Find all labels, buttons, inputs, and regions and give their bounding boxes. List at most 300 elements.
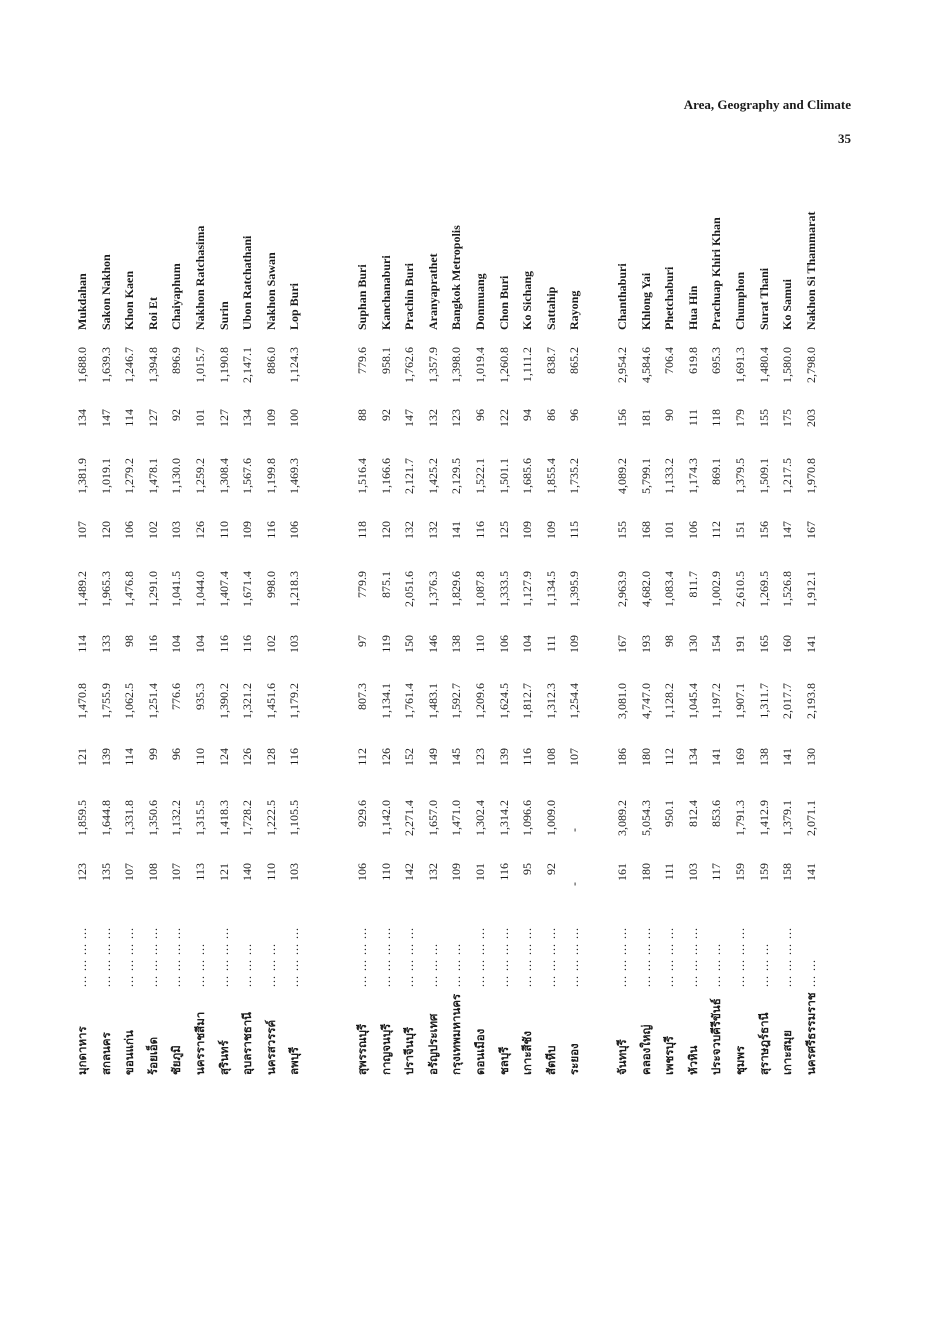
dot-leader: ... ... ... ... (75, 927, 89, 987)
table-value: 147 (98, 409, 113, 427)
table-value: 95 (520, 863, 535, 875)
table-value: 1,470.8 (75, 683, 89, 719)
table-value: 929.6 (355, 800, 369, 827)
table-value: 2,610.5 (733, 571, 747, 607)
table-value: 1,390.2 (216, 683, 231, 719)
table-value: 776.6 (169, 683, 184, 710)
table-value: 2,193.8 (803, 683, 818, 719)
table-value: 1,376.3 (425, 571, 440, 607)
english-station-name: Roi Et (145, 297, 160, 330)
table-value: 1,688.0 (75, 347, 89, 383)
dot-leader: ... ... ... (263, 943, 278, 987)
english-station-name: Surin (216, 301, 231, 330)
table-value: 130 (685, 635, 700, 653)
thai-station-name: สุรินทร์ (216, 1040, 231, 1075)
table-value: 838.7 (543, 347, 558, 374)
table-value: 109 (520, 521, 535, 539)
thai-station-name: สกลนคร (98, 1032, 113, 1075)
table-value: 2,121.7 (402, 458, 417, 494)
english-station-name: Ubon Ratchathani (240, 235, 255, 330)
table-value: 1,105.5 (287, 800, 302, 836)
dot-leader: ... ... ... ... (638, 927, 653, 987)
english-station-name: Hua Hin (685, 285, 700, 330)
dot-leader: ... ... ... ... (662, 927, 677, 987)
table-value: 1,644.8 (98, 800, 113, 836)
table-value: 90 (662, 409, 677, 421)
table-value: 1,379.5 (733, 458, 747, 494)
table-value: - (567, 882, 582, 886)
table-value: 101 (662, 521, 677, 539)
dot-leader: ... ... ... (709, 943, 724, 987)
dot-leader: ... ... ... ... (685, 927, 700, 987)
english-station-name: Nakhon Si Thammarat (803, 211, 818, 330)
table-value: 107 (122, 863, 137, 881)
table-value: 1,199.8 (263, 458, 278, 494)
table-value: 99 (145, 748, 160, 760)
table-value: 1,501.1 (496, 458, 511, 494)
table-value: 1,179.2 (287, 683, 302, 719)
table-value: 112 (355, 748, 369, 766)
table-value: 1,002.9 (709, 571, 724, 607)
table-value: 181 (638, 409, 653, 427)
english-station-name: Mukdahan (75, 273, 89, 330)
value-column-5 (75, 635, 865, 677)
table-value: 1,015.7 (193, 347, 207, 383)
table-value: 811.7 (685, 571, 700, 598)
table-value: 1,246.7 (122, 347, 137, 383)
table-value: 139 (98, 748, 113, 766)
table-value: 1,592.7 (449, 683, 464, 719)
table-value: 141 (449, 521, 464, 539)
table-value: 1,041.5 (169, 571, 184, 607)
dot-leader: ... ... (803, 959, 818, 987)
thai-station-name: ชุมพร (733, 1045, 747, 1075)
table-value: 695.3 (709, 347, 724, 374)
dot-leader: ... ... ... ... (145, 927, 160, 987)
table-value: 116 (240, 635, 255, 653)
table-value: 1,128.2 (662, 683, 677, 719)
thai-station-name: ร้อยเอ็ด (145, 1036, 160, 1075)
table-value: 127 (216, 409, 231, 427)
table-value: 102 (145, 521, 160, 539)
table-value: 98 (662, 635, 677, 647)
table-value: 1,133.2 (662, 458, 677, 494)
table-value: 1,567.6 (240, 458, 255, 494)
table-value: 1,291.0 (145, 571, 160, 607)
table-value: 104 (193, 635, 207, 653)
table-value: 5,054.3 (638, 800, 653, 836)
dot-leader: ... ... ... ... (402, 927, 417, 987)
table-value: 1,381.9 (75, 458, 89, 494)
running-header: Area, Geography and Climate (683, 97, 851, 112)
table-value: 125 (496, 521, 511, 539)
table-value: 1,685.6 (520, 458, 535, 494)
table-value: 1,331.8 (122, 800, 137, 836)
table-value: 127 (145, 409, 160, 427)
table-value: 118 (709, 409, 724, 427)
english-station-name: Kanchanaburi (378, 255, 393, 330)
english-station-name: Sakon Nakhon (98, 254, 113, 330)
dot-leader: ... ... ... ... (287, 927, 302, 987)
table-value: 1,190.8 (216, 347, 231, 383)
table-value: 779.9 (355, 571, 369, 598)
english-station-name: Khon Kaen (122, 270, 137, 330)
table-value: 114 (122, 409, 137, 427)
table-value: 886.0 (263, 347, 278, 374)
dot-leader: ... ... ... ... (169, 927, 184, 987)
thai-station-name: อรัญประเทศ (425, 1013, 440, 1075)
thai-station-name: ระยอง (567, 1043, 582, 1075)
table-value: 896.9 (169, 347, 184, 374)
table-value: 104 (169, 635, 184, 653)
table-value: 110 (263, 863, 278, 881)
table-value: 958.1 (378, 347, 393, 374)
table-value: 1,970.8 (803, 458, 818, 494)
english-station-name: Rayong (567, 290, 582, 330)
table-value: 103 (169, 521, 184, 539)
dot-leader: ... ... ... ... (496, 927, 511, 987)
table-value: 156 (615, 409, 629, 427)
table-value: 1,222.5 (263, 800, 278, 836)
table-value: 110 (473, 635, 487, 653)
table-value: 1,087.8 (473, 571, 487, 607)
table-value: 88 (355, 409, 369, 421)
table-value: 203 (803, 409, 818, 427)
table-value: 1,130.0 (169, 458, 184, 494)
table-value: 1,657.0 (425, 800, 440, 836)
thai-station-name: เพชรบุรี (662, 1036, 677, 1075)
english-name-column (75, 120, 865, 330)
table-value: 1,469.3 (287, 458, 302, 494)
table-value: 147 (780, 521, 795, 539)
table-value: 2,271.4 (402, 800, 417, 836)
table-value: 2,129.5 (449, 458, 464, 494)
table-value: 110 (378, 863, 393, 881)
table-value: 123 (75, 863, 89, 881)
table-value: 111 (685, 409, 700, 427)
table-value: 134 (75, 409, 89, 427)
table-value: 116 (145, 635, 160, 653)
value-column-10 (75, 347, 865, 407)
thai-name-column (75, 900, 865, 1075)
table-value: 1,522.1 (473, 458, 487, 494)
thai-station-name: ดอนเมือง (473, 1028, 487, 1075)
english-station-name: Khlong Yai (638, 272, 653, 330)
table-value: 142 (402, 863, 417, 881)
table-value: 179 (733, 409, 747, 427)
table-value: 2,954.2 (615, 347, 629, 383)
table-value: 109 (543, 521, 558, 539)
table-value: 4,747.0 (638, 683, 653, 719)
english-station-name: Surat Thani (756, 267, 771, 330)
table-value: 134 (685, 748, 700, 766)
table-value: 2,963.9 (615, 571, 629, 607)
dot-leader: ... ... ... ... (473, 927, 487, 987)
table-value: 101 (473, 863, 487, 881)
table-value: 853.6 (709, 800, 724, 827)
dot-leader: ... ... ... ... (378, 927, 393, 987)
english-station-name: Chon Buri (496, 275, 511, 330)
table-value: 779.6 (355, 347, 369, 374)
table-value: 1,407.4 (216, 571, 231, 607)
table-value: 123 (449, 409, 464, 427)
table-value: 3,089.2 (615, 800, 629, 836)
table-value: 139 (496, 748, 511, 766)
table-value: 1,019.4 (473, 347, 487, 383)
table-value: 1,526.8 (780, 571, 795, 607)
table-value: 128 (263, 748, 278, 766)
table-value: 1,762.6 (402, 347, 417, 383)
english-station-name: Chanthaburi (615, 263, 629, 330)
table-value: 130 (803, 748, 818, 766)
table-value: 113 (193, 863, 207, 881)
value-column-2 (75, 800, 865, 860)
table-value: 1,134.1 (378, 683, 393, 719)
dot-leader: ... ... ... ... (98, 927, 113, 987)
thai-station-name: สุพรรณบุรี (355, 1023, 369, 1075)
table-value: 133 (98, 635, 113, 653)
table-value: 1,312.3 (543, 683, 558, 719)
table-value: 1,755.9 (98, 683, 113, 719)
table-value: 1,761.4 (402, 683, 417, 719)
table-value: 107 (169, 863, 184, 881)
table-value: 1,412.9 (756, 800, 771, 836)
table-value: 132 (402, 521, 417, 539)
english-station-name: Nakhon Sawan (263, 252, 278, 330)
table-value: 141 (803, 635, 818, 653)
table-value: 141 (803, 863, 818, 881)
table-value: 1,315.5 (193, 800, 207, 836)
table-value: 1,859.5 (75, 800, 89, 836)
table-value: 123 (473, 748, 487, 766)
table-value: 161 (615, 863, 629, 881)
dot-leader: ... ... ... ... (543, 927, 558, 987)
table-value: 1,124.3 (287, 347, 302, 383)
table-value: 98 (122, 635, 137, 647)
table-value: 1,019.1 (98, 458, 113, 494)
table-value: 1,671.4 (240, 571, 255, 607)
value-column-8 (75, 458, 865, 520)
dot-leader: ... ... ... ... (733, 927, 747, 987)
table-value: 1,260.8 (496, 347, 511, 383)
dot-leader: ... ... ... (449, 943, 464, 987)
dot-leader: ... ... ... ... (216, 927, 231, 987)
table-value: 155 (756, 409, 771, 427)
table-value: 106 (287, 521, 302, 539)
table-value: 115 (567, 521, 582, 539)
table-value: 109 (567, 635, 582, 653)
table-value: 1,509.1 (756, 458, 771, 494)
table-value: 141 (709, 748, 724, 766)
table-value: 1,691.3 (733, 347, 747, 383)
table-value: 134 (240, 409, 255, 427)
table-value: 114 (75, 635, 89, 653)
table-value: 1,142.0 (378, 800, 393, 836)
table-value: 149 (425, 748, 440, 766)
table-value: 1,478.1 (145, 458, 160, 494)
table-value: 109 (240, 521, 255, 539)
dot-leader: ... ... ... ... (355, 927, 369, 987)
table-value: 109 (449, 863, 464, 881)
table-value: 152 (402, 748, 417, 766)
value-column-3 (75, 748, 865, 790)
table-value: 1,489.2 (75, 571, 89, 607)
table-value: 1,127.9 (520, 571, 535, 607)
english-station-name: Chumphon (733, 271, 747, 330)
dot-leader: ... ... ... ... (567, 927, 582, 987)
table-value: 1,580.0 (780, 347, 795, 383)
table-value: 160 (780, 635, 795, 653)
table-value: 1,134.5 (543, 571, 558, 607)
table-value: 103 (287, 635, 302, 653)
table-value: 151 (733, 521, 747, 539)
table-value: 165 (756, 635, 771, 653)
english-station-name: Donmuang (473, 273, 487, 330)
table-value: 1,476.8 (122, 571, 137, 607)
english-station-name: Sattahip (543, 286, 558, 330)
thai-station-name: เกาะสมุย (780, 1030, 795, 1075)
table-value: 1,209.6 (473, 683, 487, 719)
table-value: 112 (662, 748, 677, 766)
table-value: 1,395.9 (567, 571, 582, 607)
table-value: 94 (520, 409, 535, 421)
english-station-name: Aranyaprathet (425, 253, 440, 330)
table-value: 159 (756, 863, 771, 881)
value-column-7 (75, 521, 865, 563)
thai-station-name: กาญจนบุรี (378, 1023, 393, 1075)
table-value: 92 (543, 863, 558, 875)
table-value: 154 (709, 635, 724, 653)
table-value: 121 (216, 863, 231, 881)
thai-station-name: หัวหิน (685, 1045, 700, 1075)
value-column-9 (75, 409, 865, 453)
dot-leader: ... ... ... ... (615, 927, 629, 987)
table-value: 2,147.1 (240, 347, 255, 383)
english-station-name: Ko Samui (780, 278, 795, 330)
table-value: 180 (638, 863, 653, 881)
thai-station-name: เกาะสีชัง (520, 1031, 535, 1075)
table-value: 155 (615, 521, 629, 539)
table-value: 141 (780, 748, 795, 766)
table-value: 2,051.6 (402, 571, 417, 607)
dot-leader: ... ... ... ... (780, 927, 795, 987)
table-value: 92 (378, 409, 393, 421)
table-value: 2,071.1 (803, 800, 818, 836)
table-value: 92 (169, 409, 184, 421)
table-value: 1,425.2 (425, 458, 440, 494)
table-value: 150 (402, 635, 417, 653)
table-value: 1,855.4 (543, 458, 558, 494)
table-value: 158 (780, 863, 795, 881)
table-value: 106 (496, 635, 511, 653)
table-value: 132 (425, 521, 440, 539)
table-value: 110 (193, 748, 207, 766)
value-column-4 (75, 683, 865, 745)
table-value: 97 (355, 635, 369, 647)
table-value: 108 (145, 863, 160, 881)
table-value: 180 (638, 748, 653, 766)
table-value: 865.2 (567, 347, 582, 374)
table-value: 4,682.0 (638, 571, 653, 607)
dot-leader: ... ... ... ... (122, 927, 137, 987)
table-value: 106 (685, 521, 700, 539)
table-value: 100 (287, 409, 302, 427)
table-value: 168 (638, 521, 653, 539)
table-value: 107 (567, 748, 582, 766)
table-value: 1,254.4 (567, 683, 582, 719)
table-value: 1,269.5 (756, 571, 771, 607)
table-value: 1,083.4 (662, 571, 677, 607)
table-value: 120 (98, 521, 113, 539)
table-value: 107 (75, 521, 89, 539)
table-value: 1,639.3 (98, 347, 113, 383)
table-value: 116 (496, 863, 511, 881)
dot-leader: ... ... ... (240, 943, 255, 987)
table-value: 3,081.0 (615, 683, 629, 719)
table-value: 807.3 (355, 683, 369, 710)
table-value: 1,357.9 (425, 347, 440, 383)
table-value: 96 (169, 748, 184, 760)
table-value: 1,624.5 (496, 683, 511, 719)
table-value: 111 (662, 863, 677, 881)
table-value: 145 (449, 748, 464, 766)
table-value: 1,197.2 (709, 683, 724, 719)
table-value: 106 (355, 863, 369, 881)
english-station-name: Lop Buri (287, 282, 302, 330)
table-value: 116 (263, 521, 278, 539)
table-value: 122 (496, 409, 511, 427)
english-station-name: Chaiyaphum (169, 263, 184, 330)
table-value: 1,314.2 (496, 800, 511, 836)
table-value: 126 (240, 748, 255, 766)
table-value: 1,111.2 (520, 347, 535, 383)
value-column-1 (75, 863, 865, 905)
table-value: 2,798.0 (803, 347, 818, 383)
table-value: 109 (263, 409, 278, 427)
table-value: 1,218.3 (287, 571, 302, 607)
table-value: 1,259.2 (193, 458, 207, 494)
english-station-name: Suphan Buri (355, 264, 369, 330)
dot-leader: ... ... ... ... (520, 927, 535, 987)
thai-station-name: คลองใหญ่ (638, 1024, 653, 1075)
table-value: 950.1 (662, 800, 677, 827)
table-value: 1,251.4 (145, 683, 160, 719)
table-value: 1,302.4 (473, 800, 487, 836)
page-number: 35 (838, 131, 851, 146)
table-value: 103 (685, 863, 700, 881)
table-value: 1,333.5 (496, 571, 511, 607)
table-value: 619.8 (685, 347, 700, 374)
climate-table (75, 185, 865, 1075)
table-value: 119 (378, 635, 393, 653)
table-value: 175 (780, 409, 795, 427)
table-value: 5,799.1 (638, 458, 653, 494)
dot-leader: ... ... ... (756, 943, 771, 987)
table-value: 126 (378, 748, 393, 766)
table-value: 1,728.2 (240, 800, 255, 836)
table-value: 1,062.5 (122, 683, 137, 719)
table-value: 1,321.2 (240, 683, 255, 719)
table-value: 156 (756, 521, 771, 539)
table-value: 110 (216, 521, 231, 539)
table-value: 108 (543, 748, 558, 766)
table-value: 138 (449, 635, 464, 653)
table-value: 1,480.4 (756, 347, 771, 383)
table-value: 1,483.1 (425, 683, 440, 719)
table-value: 1,279.2 (122, 458, 137, 494)
table-value: 1,812.7 (520, 683, 535, 719)
value-column-6 (75, 571, 865, 633)
